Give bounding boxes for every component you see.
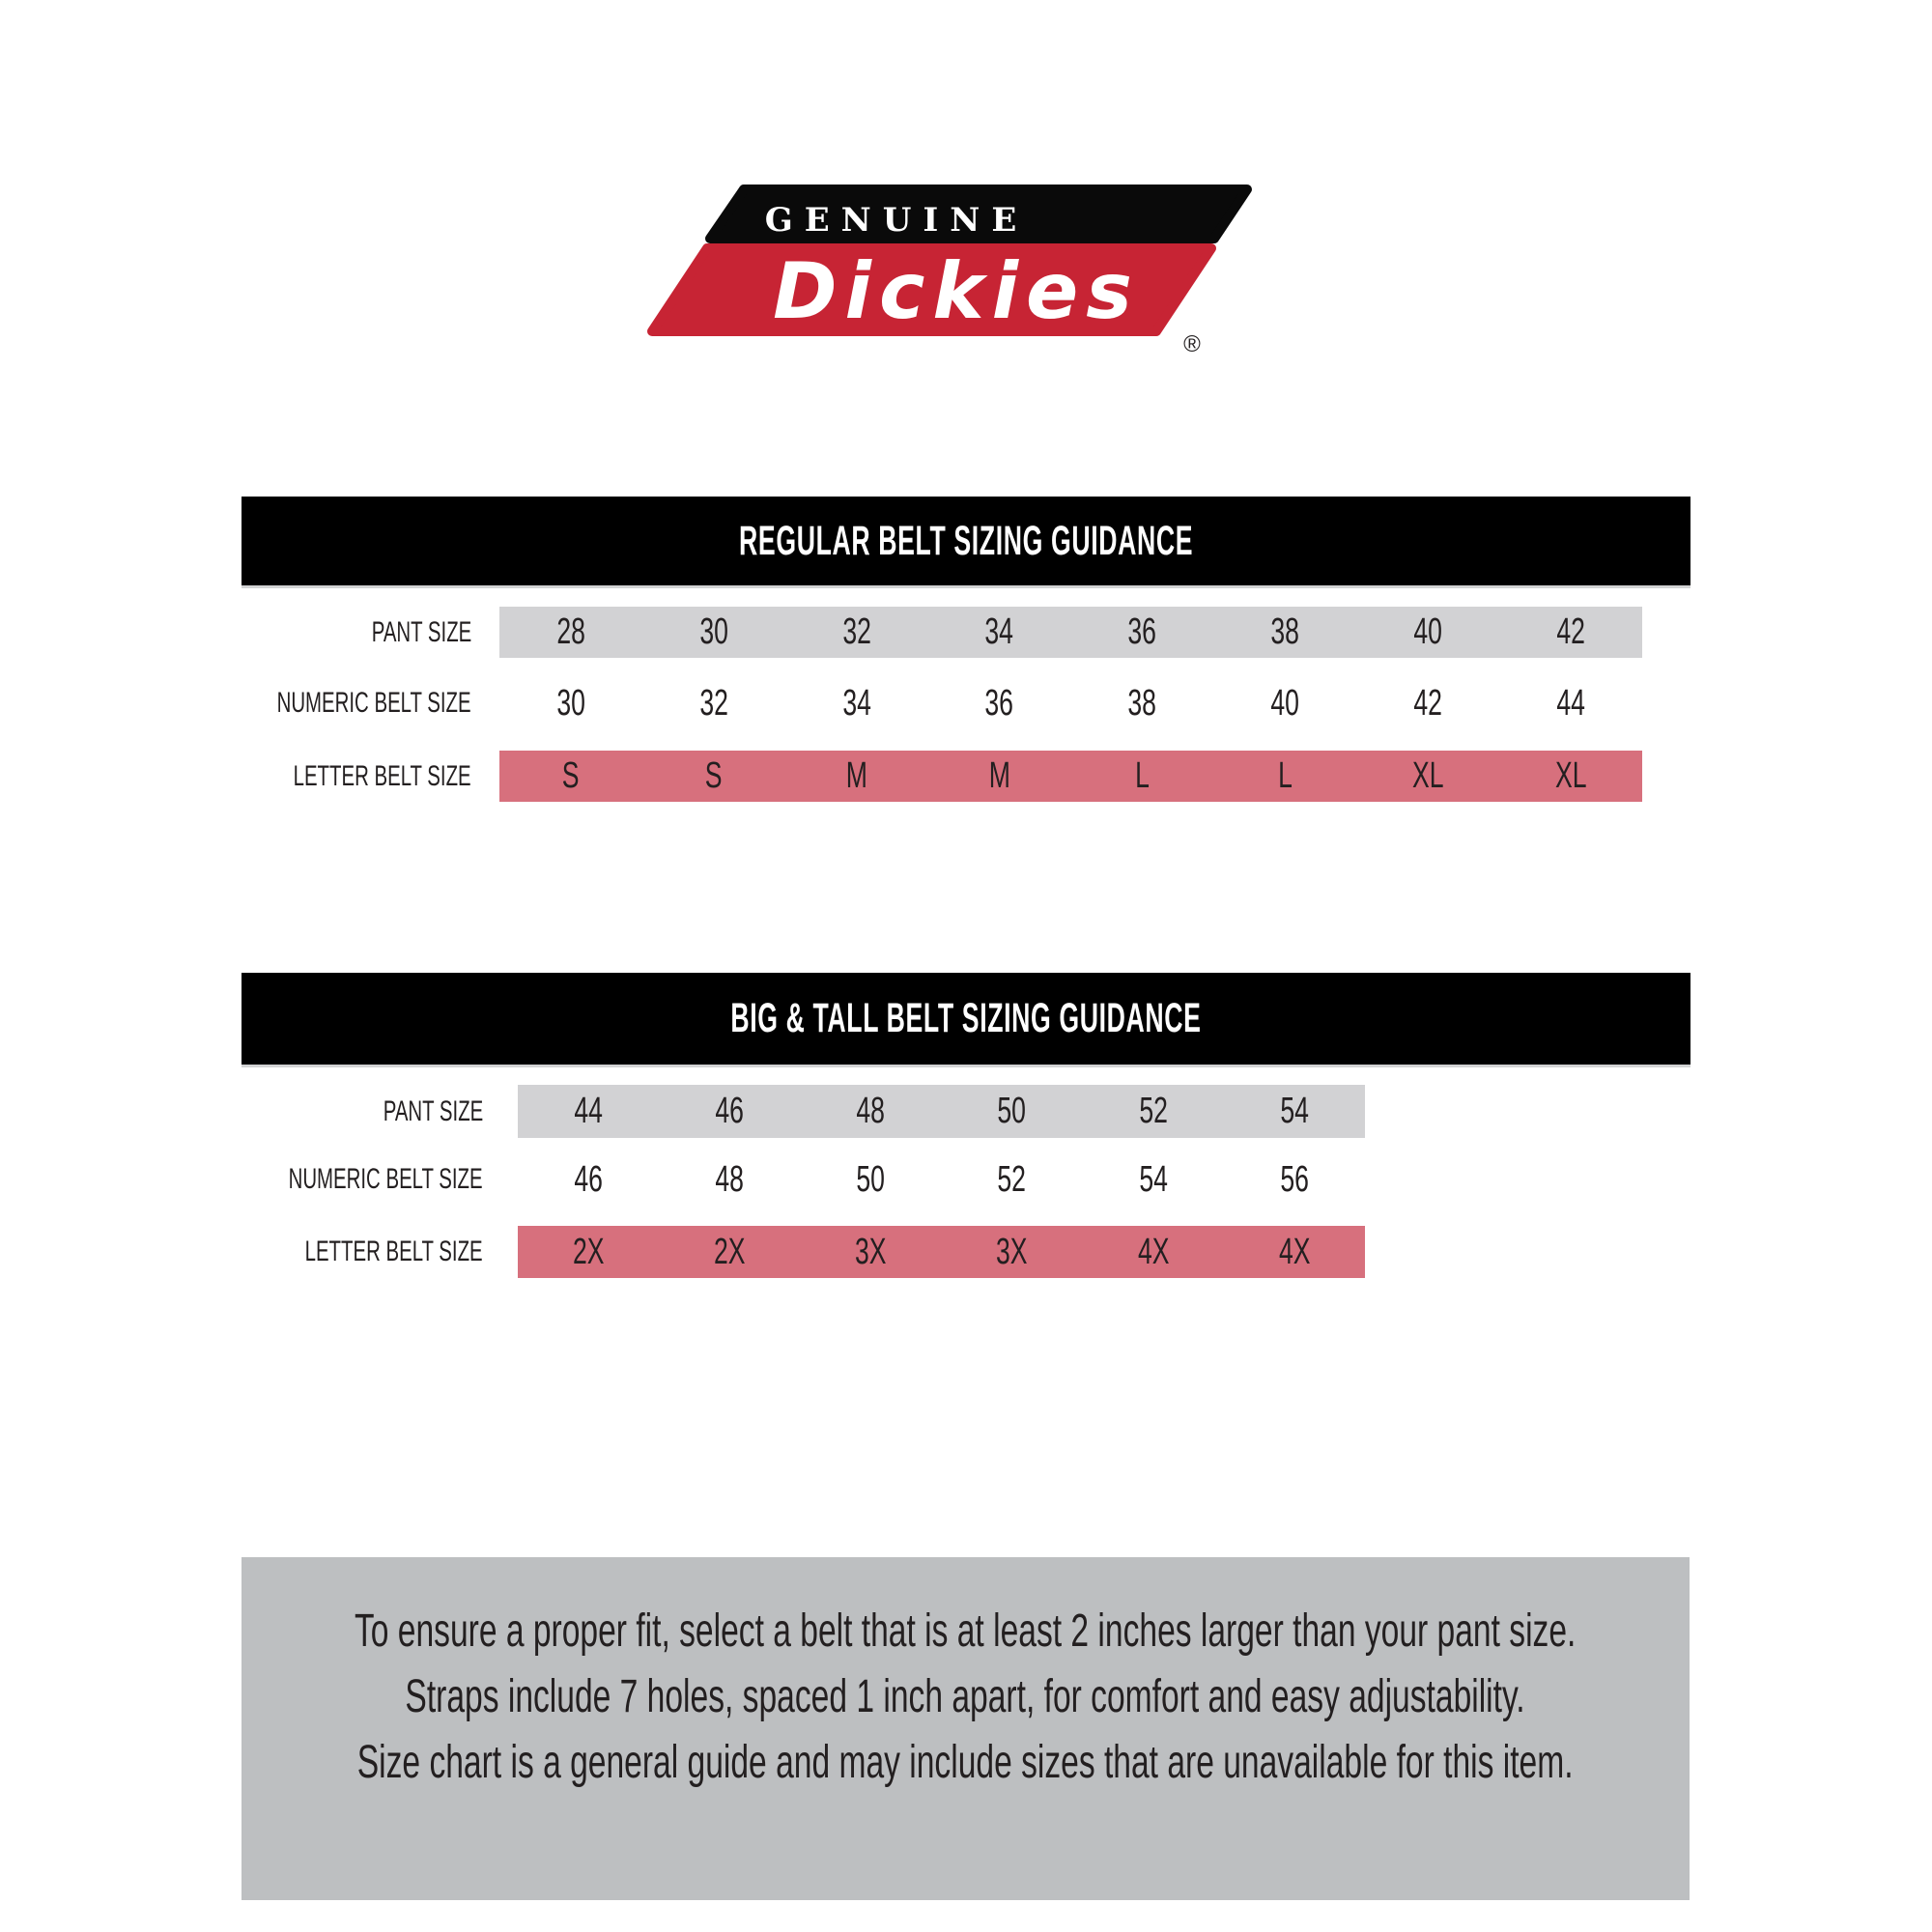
t2-letter-belt-value: 2X	[572, 1231, 605, 1272]
t1-pant-size-value: 32	[841, 611, 871, 652]
t2-numeric-belt-label: NUMERIC BELT SIZE	[288, 1163, 483, 1195]
t1-numeric-belt-label: NUMERIC BELT SIZE	[276, 687, 471, 719]
t1-numeric-belt-value: 30	[556, 682, 585, 724]
t1-letter-belt-value: M	[988, 755, 1010, 796]
fit-note-line-3: Size chart is a general guide and may include sizes that are unavailable for this item.	[357, 1736, 1574, 1788]
logo-brand-text: Dickies	[773, 246, 1140, 336]
t2-letter-belt-value: 3X	[855, 1231, 887, 1272]
regular-belt-sizing-title: REGULAR BELT SIZING GUIDANCE	[738, 517, 1194, 564]
t1-pant-size-label: PANT SIZE	[371, 615, 471, 648]
registered-trademark-symbol: ®	[1183, 331, 1201, 357]
dickies-logo	[645, 184, 1256, 357]
t1-pant-size-value: 42	[1556, 611, 1585, 652]
t1-letter-belt-value: XL	[1411, 755, 1444, 796]
t2-pant-size-value: 54	[1280, 1091, 1309, 1131]
t1-pant-size-row	[499, 607, 1642, 658]
t1-letter-belt-value: L	[1277, 755, 1293, 796]
t1-numeric-belt-value: 38	[1127, 682, 1157, 724]
t1-pant-size-value: 36	[1127, 611, 1157, 652]
t2-pant-size-value: 46	[715, 1091, 745, 1131]
fit-note-line-2: Straps include 7 holes, spaced 1 inch apart, for comfort and easy adjustability.	[405, 1670, 1526, 1722]
t2-pant-size-row	[518, 1085, 1365, 1138]
t1-pant-size-value: 30	[699, 611, 728, 652]
t1-letter-belt-value: XL	[1554, 755, 1587, 796]
t1-numeric-belt-value: 32	[699, 682, 728, 724]
t1-letter-belt-value: S	[562, 755, 580, 796]
t1-numeric-belt-row	[499, 678, 1642, 728]
t2-letter-belt-value: 4X	[1137, 1231, 1170, 1272]
t1-letter-belt-value: M	[845, 755, 867, 796]
t2-numeric-belt-value: 52	[997, 1158, 1027, 1200]
t1-pant-size-value: 28	[556, 611, 585, 652]
t2-numeric-belt-value: 56	[1280, 1158, 1309, 1200]
t2-numeric-belt-value: 50	[856, 1158, 886, 1200]
t2-pant-size-value: 52	[1138, 1091, 1168, 1131]
fit-note-line-1: To ensure a proper fit, select a belt that is at least 2 inches larger than your pant size.	[355, 1605, 1577, 1657]
t2-numeric-belt-value: 46	[574, 1158, 603, 1200]
t2-pant-size-value: 44	[574, 1091, 603, 1131]
t1-numeric-belt-value: 34	[841, 682, 871, 724]
regular-belt-sizing-header	[242, 497, 1690, 585]
t2-pant-size-label: PANT SIZE	[383, 1094, 483, 1127]
t1-letter-belt-row	[499, 751, 1642, 802]
logo-genuine-text: GENUINE	[764, 201, 1029, 240]
t2-pant-size-value: 50	[997, 1091, 1027, 1131]
t2-letter-belt-value: 4X	[1278, 1231, 1311, 1272]
t2-letter-belt-label-cell	[222, 1226, 483, 1278]
t1-letter-belt-label: LETTER BELT SIZE	[293, 759, 471, 792]
big-tall-belt-sizing-title: BIG & TALL BELT SIZING GUIDANCE	[730, 995, 1202, 1041]
t1-pant-size-label-cell	[222, 607, 471, 658]
t2-letter-belt-label: LETTER BELT SIZE	[304, 1236, 483, 1267]
t1-pant-size-value: 34	[984, 611, 1014, 652]
t1-numeric-belt-value: 44	[1556, 682, 1585, 724]
t2-letter-belt-value: 2X	[713, 1231, 746, 1272]
t2-numeric-belt-row	[518, 1153, 1365, 1206]
t1-pant-size-value: 38	[1270, 611, 1300, 652]
t1-letter-belt-value: L	[1135, 755, 1150, 796]
fit-notes-box	[242, 1557, 1690, 1900]
t2-letter-belt-row	[518, 1226, 1365, 1278]
t2-pant-size-value: 48	[856, 1091, 886, 1131]
t1-pant-size-value: 40	[1413, 611, 1442, 652]
t2-numeric-belt-value: 48	[715, 1158, 745, 1200]
t1-numeric-belt-value: 40	[1270, 682, 1300, 724]
t1-numeric-belt-value: 42	[1413, 682, 1442, 724]
t2-numeric-belt-value: 54	[1138, 1158, 1168, 1200]
t2-letter-belt-value: 3X	[996, 1231, 1028, 1272]
t2-numeric-belt-label-cell	[222, 1153, 483, 1206]
t1-letter-belt-label-cell	[222, 751, 471, 802]
t1-letter-belt-value: S	[704, 755, 723, 796]
t2-pant-size-label-cell	[222, 1085, 483, 1138]
big-tall-belt-sizing-header	[242, 973, 1690, 1065]
t1-numeric-belt-label-cell	[222, 678, 471, 728]
t1-numeric-belt-value: 36	[984, 682, 1014, 724]
